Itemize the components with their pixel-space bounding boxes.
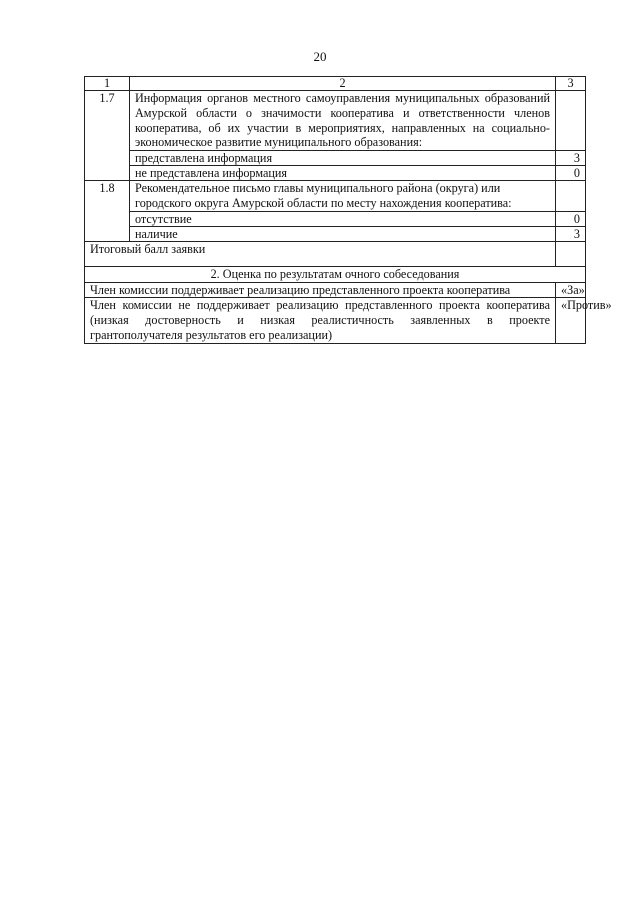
header-col-3: 3 (556, 77, 586, 91)
total-row (85, 241, 586, 266)
vote-row-against (85, 298, 586, 343)
criterion-row-1-7 (85, 91, 586, 151)
vote-text: Член комиссии поддерживает реализацию представленного проекта кооператива (85, 282, 556, 298)
vote-row-for (85, 282, 586, 298)
criterion-text: Информация органов местного самоуправления муниципальных образований Амурской области о значимости кооператива и ответственности членов кооператива, об их участии в мероприятиях, направленных на социально-экономическое развитие муниципального образования: (130, 91, 556, 151)
option-label: отсутствие (130, 211, 556, 226)
option-row (85, 166, 586, 181)
option-row (85, 211, 586, 226)
header-col-1: 1 (85, 77, 130, 91)
option-score: 3 (556, 151, 586, 166)
option-label: не представлена информация (130, 166, 556, 181)
section-title-row (85, 266, 586, 282)
section-title: 2. Оценка по результатам очного собеседования (85, 266, 586, 282)
evaluation-table (84, 76, 612, 344)
table-header-row (85, 77, 586, 91)
criterion-number: 1.8 (85, 181, 130, 242)
option-score: 3 (556, 226, 586, 241)
total-score-empty (556, 241, 586, 266)
option-row (85, 226, 586, 241)
page-number: 20 (313, 49, 327, 64)
option-row (85, 151, 586, 166)
criterion-score-empty (556, 181, 586, 212)
option-label: представлена информация (130, 151, 556, 166)
criterion-number: 1.7 (85, 91, 130, 181)
criterion-row-1-8 (85, 181, 586, 212)
vote-mark: «Против» (556, 298, 586, 343)
option-score: 0 (556, 166, 586, 181)
option-label: наличие (130, 226, 556, 241)
vote-mark: «За» (556, 282, 586, 298)
option-score: 0 (556, 211, 586, 226)
total-label: Итоговый балл заявки (85, 241, 556, 266)
header-col-2: 2 (130, 77, 556, 91)
criterion-text: Рекомендательное письмо главы муниципального района (округа) или городского округа Амурской области по месту нахождения кооператива: (130, 181, 556, 212)
criterion-score-empty (556, 91, 586, 151)
vote-text: Член комиссии не поддерживает реализацию представленного проекта кооператива (низкая достоверность и низкая реалистичность заявленных в проекте грантополучателя результатов его реализации) (85, 298, 556, 343)
